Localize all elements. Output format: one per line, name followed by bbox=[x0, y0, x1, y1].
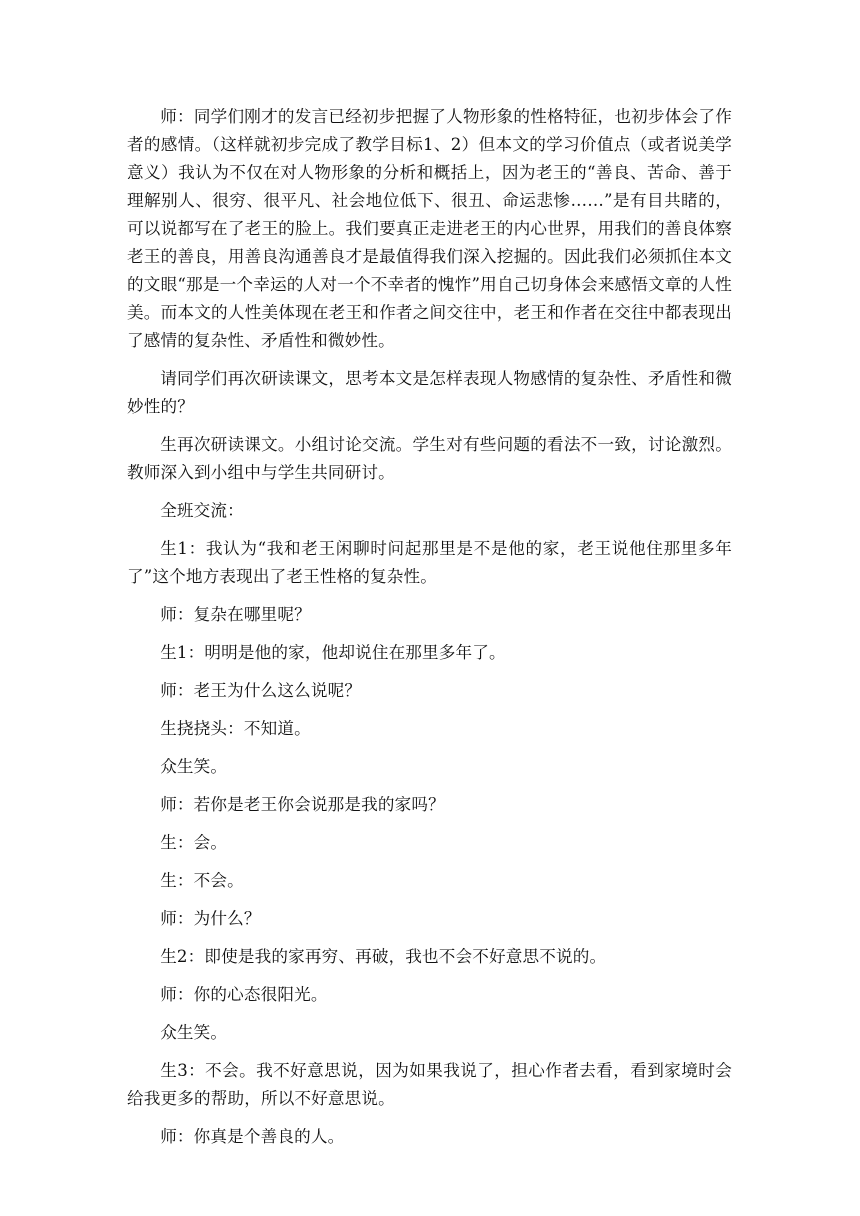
paragraph-assignment: 请同学们再次研读课文，思考本文是怎样表现人物感情的复杂性、矛盾性和微妙性的？ bbox=[127, 369, 732, 416]
paragraph-teacher-whynot: 师：为什么？ bbox=[160, 909, 261, 928]
paragraph-student1-view: 生1：我认为“我和老王闲聊时问起那里是不是他的家，老王说他住那里多年了”这个地方表现出了老王性格的复杂性。 bbox=[127, 539, 732, 586]
paragraph-group-discussion: 生再次研读课文。小组讨论交流。学生对有些问题的看法不一致，讨论激烈。教师深入到小组中与学生共同研讨。 bbox=[127, 435, 732, 482]
paragraph-class-laughs-2: 众生笑。 bbox=[160, 1023, 228, 1042]
paragraph-teacher-question: 师：复杂在哪里呢？ bbox=[160, 605, 311, 624]
paragraph-student2-answer: 生2：即使是我的家再穷、再破，我也不会不好意思不说的。 bbox=[160, 947, 607, 966]
paragraph-student-dontknow: 生挠挠头：不知道。 bbox=[160, 719, 311, 738]
paragraph-teacher-ifyou: 师：若你是老王你会说那是我的家吗？ bbox=[160, 795, 445, 814]
paragraph-class-exchange: 全班交流： bbox=[160, 501, 244, 520]
paragraph-teacher-kind: 师：你真是个善良的人。 bbox=[160, 1127, 345, 1146]
paragraph-student-yes: 生：会。 bbox=[160, 833, 228, 852]
paragraph-teacher-why: 师：老王为什么这么说呢？ bbox=[160, 681, 362, 700]
document-body bbox=[127, 103, 732, 1161]
paragraph-student1-answer: 生1：明明是他的家，他却说住在那里多年了。 bbox=[160, 643, 506, 662]
paragraph-teacher-sunny: 师：你的心态很阳光。 bbox=[160, 985, 328, 1004]
paragraph-student-no: 生：不会。 bbox=[160, 871, 244, 890]
paragraph-student3-answer: 生3：不会。我不好意思说，因为如果我说了，担心作者去看，看到家境时会给我更多的帮助，所以不好意思说。 bbox=[127, 1061, 732, 1108]
paragraph-teacher-intro: 师：同学们刚才的发言已经初步把握了人物形象的性格特征，也初步体会了作者的感情。（这样就初步完成了教学目标1、2）但本文的学习价值点（或者说美学意义）我认为不仅在对人物形象的分析和概括上，因为老王的“善良、苦命、善于理解别人、很穷、很平凡、社会地位低下、很丑、命运悲惨……”是有目共睹的，可以说都写在了老王的脸上。我们要真正走进老王的内心世界，用我们的善良体察老王的善良，用善良沟通善良才是最值得我们深入挖掘的。因此我们必须抓住本文的文眼“那是一个幸运的人对一个不幸者的愧怍”用自己切身体会来感悟文章的人性美。而本文的人性美体现在老王和作者之间交往中，老王和作者在交往中都表现出了感情的复杂性、矛盾性和微妙性。 bbox=[127, 107, 732, 350]
paragraph-class-laughs: 众生笑。 bbox=[160, 757, 228, 776]
